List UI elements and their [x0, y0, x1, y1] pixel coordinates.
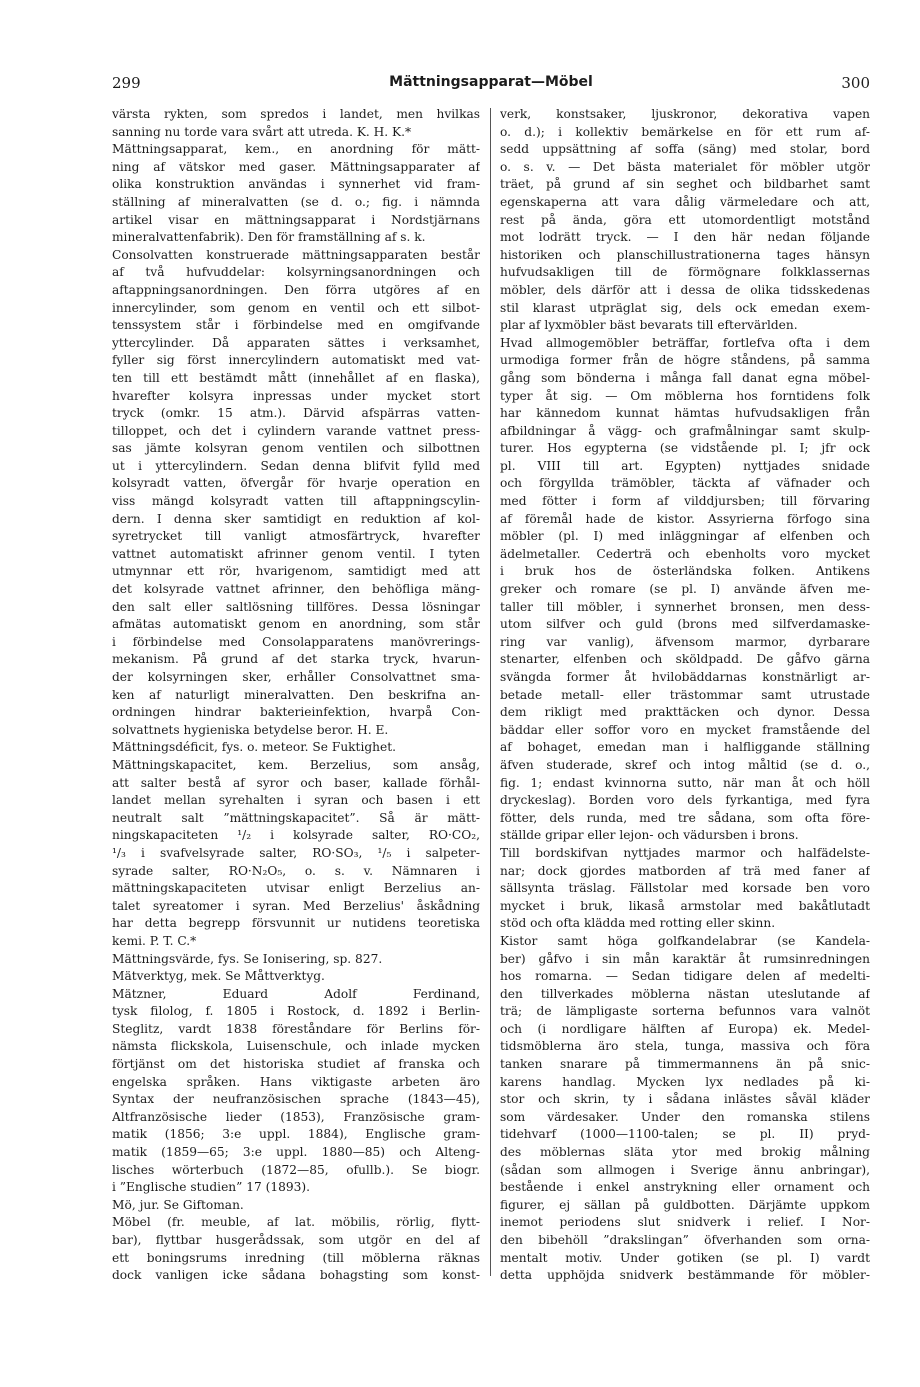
text-line: olika konstruktion användas i synnerhet vid fram-	[112, 177, 480, 192]
text-line: Mättningskapacitet, kem. Berzelius, som ansåg,	[112, 757, 480, 772]
text-line: Syntax der neufranzösischen sprache (1843—45),	[112, 1092, 480, 1107]
text-line: stil klarast utpräglat sig, dels ock emedan exem-	[500, 300, 870, 315]
text-line: historiken och planschillustrationerna tages hänsyn	[500, 247, 870, 262]
text-line: dem rikligt med prakttäcken och dynor. Dessa	[500, 705, 870, 720]
text-line: dock vanligen icke sådana bohagsting som konst-	[112, 1268, 480, 1283]
text-line: i bruk hos de österländska folken. Antikens	[500, 564, 870, 579]
text-line: viss mängd kolsyradt vatten till aftappningscylin-	[112, 494, 480, 509]
text-line: ken af naturligt mineralvatten. Den beskrifna an-	[112, 687, 480, 702]
text-line: betade metall- eller trästommar samt utrustade	[500, 687, 870, 702]
text-line: har detta begrepp försvunnit ur nutidens teoretiska	[112, 916, 480, 931]
text-line: syrade salter, RO·N₂O₅, o. s. v. Nämnaren i	[112, 863, 480, 878]
text-line: taller till möbler, i synnerhet bronsen, men dess-	[500, 599, 870, 614]
page-number-left: 299	[112, 74, 141, 92]
text-line: talet syreatomer i syran. Med Berzelius' åskådning	[112, 898, 480, 913]
text-line: ut i yttercylindern. Sedan denna blifvit fylld med	[112, 458, 480, 473]
text-line: fig. 1; endast kvinnorna sutto, när man åt och höll	[500, 775, 870, 790]
text-line: mineralvattenfabrik). Den för framställning af s. k.	[112, 230, 426, 245]
text-line: mot lodrätt tryck. — I den här nedan följande	[500, 230, 870, 245]
text-line: Mättningsapparat, kem., en anordning för mätt-	[112, 142, 480, 157]
text-line: fötter, dels runda, med tre sådana, som ofta före-	[500, 810, 870, 825]
text-line: pl. VIII till art. Egypten) nyttjades snidade	[500, 458, 870, 473]
running-title: Mättningsapparat—Möbel	[389, 74, 593, 90]
text-line: ¹/₃ i svafvelsyrade salter, RO·SO₃, ¹/₅ i salpeter-	[112, 845, 480, 860]
text-line: mentalt motiv. Under gotiken (se pl. I) vardt	[500, 1250, 870, 1265]
text-line: kemi. P. T. C.*	[112, 933, 197, 948]
text-line: ning af vätskor med gaser. Mättningsapparater af	[112, 159, 480, 174]
text-line: förtjänst om det historiska studiet af franska och	[112, 1057, 480, 1072]
text-line: bestående i enkel anstrykning eller ornament och	[500, 1180, 870, 1195]
text-line: Altfranzösische lieder (1853), Französische gram-	[112, 1109, 480, 1124]
text-line: neutralt salt ”mättningskapacitet”. Så är mätt-	[112, 810, 480, 825]
text-line: detta upphöjda snidverk bestämmande för möbler-	[500, 1268, 870, 1283]
text-line: (sådan som allmogen i Sverige ännu anbringar),	[500, 1162, 870, 1177]
text-line: nar; dock gjordes matborden af trä med faner af	[500, 863, 870, 878]
text-line: tysk filolog, f. 1805 i Rostock, d. 1892 i Berlin-	[112, 1004, 480, 1019]
text-line: Mö, jur. Se Giftoman.	[112, 1197, 244, 1212]
text-line: ten till ett bestämdt mått (innehållet af en flaska),	[112, 370, 480, 385]
text-line: plar af lyxmöbler bäst bevarats till eftervärlden.	[500, 318, 798, 333]
text-line: engelska språken. Hans viktigaste arbeten äro	[112, 1074, 480, 1089]
text-line: och (i nordligare hälften af Europa) ek. Medel-	[500, 1021, 870, 1036]
text-line: o. s. v. — Det bästa materialet för möbler utgör	[500, 159, 870, 174]
text-line: Steglitz, vardt 1838 föreståndare för Berlins för-	[112, 1021, 480, 1036]
text-line: Kistor samt höga golfkandelabrar (se Kandela-	[500, 933, 870, 948]
text-line: att salter bestå af syror och baser, kallade förhål-	[112, 775, 480, 790]
text-line: det kolsyrade vattnet afrinner, den behöfliga mäng-	[112, 582, 480, 597]
text-line: mekanism. På grund af det starka tryck, hvarun-	[112, 652, 480, 667]
text-line: med fötter i form af vilddjursben; till förvaring	[500, 494, 870, 509]
text-line: Consolvatten konstruerade mättningsapparaten består	[112, 247, 480, 262]
column-divider	[490, 108, 491, 1276]
text-line: och förgyllda trämöbler, täckta af väfnader och	[500, 476, 870, 491]
text-line: afmätas automatiskt genom en anordning, som står	[112, 617, 480, 632]
text-line: utmynnar ett rör, hvarigenom, samtidigt med att	[112, 564, 480, 579]
text-line: sedd uppsättning af soffa (säng) med stolar, bord	[500, 142, 870, 157]
text-line: äfven studerade, skref och intog måltid (se d. o.,	[500, 757, 870, 772]
text-line: trä; de lämpligaste sorterna befunnos vara valnöt	[500, 1004, 870, 1019]
text-line: afbildningar å vägg- och grafmålningar samt skulp-	[500, 423, 870, 438]
text-line: möbler, dels därför att i dessa de olika tidsskedenas	[500, 282, 870, 297]
text-line: vattnet automatiskt afrinner genom ventil. I tyten	[112, 546, 480, 561]
text-line: stor och skrin, ty i sådana inlästes såväl kläder	[500, 1092, 870, 1107]
page-number-right: 300	[841, 74, 870, 92]
text-line: turer. Hos egypterna (se vidstående pl. I; jfr ock	[500, 441, 870, 456]
text-line: Till bordskifvan nyttjades marmor och halfädelste-	[500, 845, 870, 860]
text-line: Mätverktyg, mek. Se Måttverktyg.	[112, 969, 325, 984]
page-header	[112, 74, 870, 96]
text-line: tryck (omkr. 15 atm.). Därvid afspärras vatten-	[112, 406, 480, 421]
text-line: har kännedom kunnat hämtas hufvudsakligen från	[500, 406, 870, 421]
text-line: greker och romare (se pl. I) använde äfven me-	[500, 582, 870, 597]
text-line: i ”Englische studien” 17 (1893).	[112, 1180, 311, 1195]
text-line: kolsyradt vatten, öfvergår för hvarje operation en	[112, 476, 480, 491]
text-line: rest på ända, göra ett utomordentligt motstånd	[500, 212, 870, 227]
text-line: tidehvarf (1000—1100-talen; se pl. II) pryd-	[500, 1127, 870, 1142]
text-line: Mättningsvärde, fys. Se Ionisering, sp. 827.	[112, 951, 383, 966]
text-line: af bohaget, emedan man i halfliggande ställning	[500, 740, 870, 755]
text-line: stenarter, elfenben och sköldpadd. De gåfvo gärna	[500, 652, 870, 667]
text-line: i förbindelse med Consolapparatens manövrerings-	[112, 634, 480, 649]
text-line: syretrycket till vanligt atmosfärtryck, hvarefter	[112, 529, 480, 544]
text-line: ställning af mineralvatten (se d. o.; fig. i nämnda	[112, 194, 480, 209]
text-line: bar), flyttbar husgerådssak, som utgör en del af	[112, 1233, 480, 1247]
text-line: sällsynta träslag. Fällstolar med korsade ben voro	[500, 881, 870, 896]
text-line: sas jämte kolsyran genom ventilen och silbottnen	[112, 441, 480, 456]
text-line: tidsmöblerna äro stela, tunga, massiva och föra	[500, 1039, 870, 1054]
text-line: lisches wörterbuch (1872—85, ofullb.). Se biogr.	[112, 1162, 480, 1177]
text-line: mättningskapaciteten utvisar enligt Berzelius an-	[112, 881, 480, 896]
text-line: landet mellan syrehalten i syran och basen i ett	[112, 793, 480, 808]
text-line: matik (1856; 3:e uppl. 1884), Englische gram-	[112, 1127, 480, 1142]
text-line: figurer, ej sällan på guldbotten. Därjämte uppkom	[500, 1197, 870, 1212]
text-line: af föremål hade de kistor. Assyrierna förfogo sina	[500, 511, 870, 526]
text-line: ställde gripar eller lejon- och vädursben i brons.	[500, 828, 799, 843]
text-line: inemot periodens slut snidverk i relief. I Nor-	[500, 1215, 870, 1230]
text-line: Mätzner, Eduard Adolf Ferdinand,	[112, 986, 480, 1001]
text-line: den tillverkades möblerna nästan uteslutande af	[500, 986, 870, 1001]
text-line: tilloppet, och det i cylindern varande vattnet press-	[112, 423, 480, 438]
text-line: des möblernas släta ytor med brokig målning	[500, 1145, 870, 1160]
text-line: af två hufvuddelar: kolsyrningsanordningen och	[112, 265, 480, 280]
text-line: urmodiga former från de högre ståndens, på samma	[500, 353, 870, 368]
text-line: ädelmetaller. Cederträ och ebenholts voro mycket	[500, 546, 870, 561]
text-line: ber) gåfvo i sin mån karaktär åt rumsinredningen	[500, 951, 870, 966]
text-line: Mättningsdéficit, fys. o. meteor. Se Fuktighet.	[112, 740, 396, 755]
text-line: ring var vanlig), äfvensom marmor, dyrbarare	[500, 634, 870, 649]
text-line: värsta rykten, som spredos i landet, men hvilkas	[112, 107, 480, 121]
text-line: verk, konstsaker, ljuskronor, dekorativa vapen	[500, 107, 870, 121]
text-line: fyller sig först innercylindern automatiskt med vat-	[112, 353, 480, 368]
text-line: ningskapaciteten ¹/₂ i kolsyrade salter, RO·CO₂,	[112, 828, 480, 843]
text-line: solvattnets hygieniska betydelse beror. H. E.	[112, 722, 389, 737]
text-line: Hvad allmogemöbler beträffar, fortlefva ofta i dem	[500, 335, 870, 350]
text-line: tenssystem står i förbindelse med en omgifvande	[112, 318, 480, 333]
text-line: den bibehöll ”drakslingan” öfverhanden som orna-	[500, 1233, 870, 1247]
text-line: ordningen hindrar bakterieinfektion, hvarpå Con-	[112, 705, 480, 720]
text-line: ett boningsrums inredning (till möblerna räknas	[112, 1250, 480, 1265]
text-line: yttercylinder. Då apparaten sättes i verksamhet,	[112, 335, 480, 350]
text-line: tanken snarare på timmermannens än på snic-	[500, 1057, 870, 1072]
text-line: Möbel (fr. meuble, af lat. möbilis, rörlig, flytt-	[112, 1215, 480, 1230]
text-line: matik (1859—65; 3:e uppl. 1880—85) och Alteng-	[112, 1145, 480, 1160]
text-line: hufvudsakligen till de förmögnare folkklassernas	[500, 265, 870, 280]
text-line: gång som bönderna i många fall danat egna möbel-	[500, 370, 870, 385]
text-line: nämsta flickskola, Luisenschule, och inlade mycken	[112, 1039, 480, 1054]
text-line: träet, på grund af sin seghet och bildbarhet samt	[500, 177, 870, 192]
text-line: egenskaperna att vara dålig värmeledare och att,	[500, 194, 870, 209]
text-line: den salt eller saltlösning tillföres. Dessa lösningar	[112, 599, 480, 614]
right-column	[500, 106, 870, 1285]
text-line: der kolsyrningen sker, erhåller Consolvattnet smа-	[112, 670, 480, 684]
text-line: artikel visar en mättningsapparat i Nordstjärnans	[112, 212, 480, 227]
text-line: mycket i bruk, likaså armstolar med bakåtlutadt	[500, 898, 870, 913]
text-line: dryckeslag). Borden voro dels fyrkantiga, med fyra	[500, 793, 870, 808]
left-column	[112, 106, 480, 1285]
text-line: utom silfver och guld (brons med silfverdamaske-	[500, 617, 870, 632]
text-line: dern. I denna sker samtidigt en reduktion af kol-	[112, 511, 480, 526]
text-line: stöd och ofta klädda med rotting eller skinn.	[500, 916, 776, 931]
text-line: o. d.); i kollektiv bemärkelse en för ett rum af-	[500, 124, 870, 139]
text-line: hos romarna. — Sedan tidigare delen af medelti-	[500, 969, 870, 984]
text-line: bäddar eller soffor voro en mycket framstående del	[500, 722, 870, 737]
text-line: svängda former åt hvilobäddarnas konstnärligt ar-	[500, 670, 870, 684]
text-line: karens handlag. Mycken lyx nedlades på ki-	[500, 1074, 870, 1089]
text-line: hvarefter kolsyra inpressas under mycket stort	[112, 388, 480, 403]
text-line: som värdesaker. Under den romanska stilens	[500, 1109, 870, 1124]
text-line: sanning nu torde vara svårt att utreda. K. H. K.*	[112, 124, 412, 139]
text-line: typer åt sig. — Om möblerna hos forntidens folk	[500, 388, 870, 403]
text-line: möbler (pl. I) med inläggningar af elfenben och	[500, 529, 870, 544]
text-line: innercylinder, som genom en ventil och ett silbot-	[112, 300, 480, 315]
text-line: aftappningsanordningen. Den förra utgöres af en	[112, 282, 480, 297]
